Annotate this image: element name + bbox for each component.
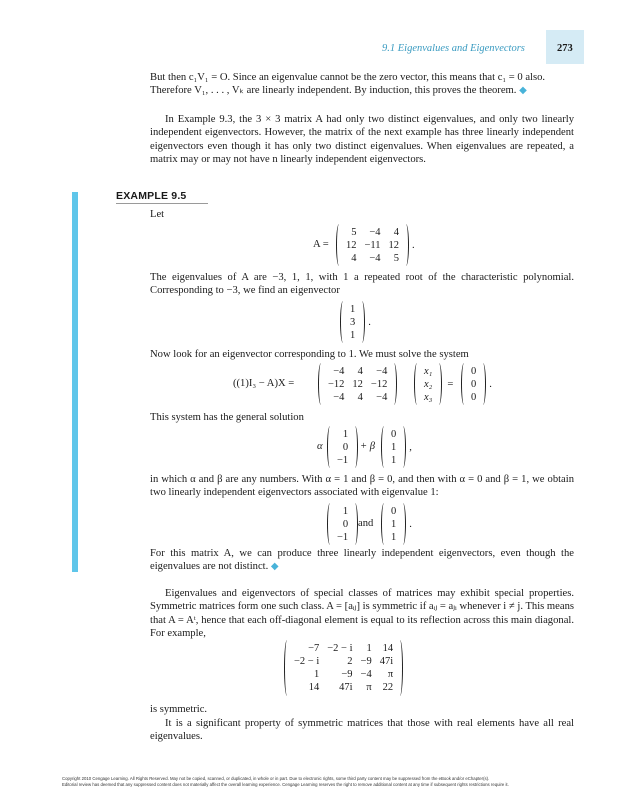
symmetric-matrix-table: −7 −2 − i 1 14 −2 − i 2 −9 47i 1 −9 −4 π 14 47i π 22: [294, 643, 394, 693]
proof-line-1: But then c₁V₁ = O. Since an eigenvalue cannot be the zero vector, this means that c₁ = 0 also.: [150, 72, 546, 83]
eigenvector-1b: 0 1 1 .: [381, 503, 412, 545]
unknown-vector: x₁ x₂ x₃ =: [414, 363, 458, 405]
alpha-beta-text: in which α and β are any numbers. With α = 1 and β = 0, and then with α = 0 and β = 1, we obtain two linearly independent eigenvectors associated with eigenvalue 1:: [150, 474, 574, 499]
proof-line-2: Therefore V₁, . . . , Vₖ are linearly independent. By induction, this proves the theorem. ◆: [150, 85, 527, 97]
copyright-line-1: Copyright 2010 Cengage Learning. All Rights Reserved. May not be copied, scanned, or duplicated, in whole or in part. Due to electronic rights, some third party content may be suppressed from the eBook and/or eChapter(s).: [62, 776, 490, 781]
end-example-diamond-icon: ◆: [270, 561, 279, 573]
example-sidebar-bar: [72, 192, 78, 572]
example-heading: EXAMPLE 9.5: [116, 190, 187, 202]
matrix-a: 5 −4 4 12 −11 12 4 −4 5 .: [336, 224, 415, 266]
system-label: ((1)I₃ − A)X =: [233, 378, 295, 389]
general-solution-intro: This system has the general solution: [150, 412, 304, 423]
general-vector-1: 1 0 −1: [327, 426, 358, 468]
zero-vector: 0 0 0 .: [461, 363, 492, 405]
end-proof-diamond-icon: ◆: [519, 85, 527, 97]
paragraph-repeated-eigenvalues: In Example 9.3, the 3 × 3 matrix A had only two distinct eigenvalues, and only two linearly independent eigenvectors. However, the matrix of the next example has three linearly independent eigenvectors even though it has only two distinct eigenvalues. When eigenvalues are repeated, a matrix may or may not have n linearly independent eigenvectors.: [150, 114, 574, 166]
eigenvector-1a: 1 0 −1: [327, 503, 358, 545]
is-symmetric-text: is symmetric.: [150, 704, 208, 715]
matrix-a-label: A =: [313, 239, 329, 250]
paragraph-real-eigenvalues: It is a significant property of symmetric matrices that those with real elements have all real eigenvalues.: [150, 718, 574, 743]
right-paren: [403, 224, 409, 266]
copyright-footer: [62, 776, 582, 788]
example-heading-rule: [116, 203, 208, 204]
system-intro: Now look for an eigenvector corresponding to 1. We must solve the system: [150, 349, 469, 360]
general-vector-2: 0 1 1 ,: [381, 426, 412, 468]
symmetric-matrix: [284, 640, 403, 696]
eigenvalues-text: The eigenvalues of A are −3, 1, 1, with 1 a repeated root of the characteristic polynomial. Corresponding to −3, we find an eigenvector: [150, 272, 574, 297]
and-word: and: [358, 518, 374, 529]
copyright-line-2: Editorial review has deemed that any suppressed content does not materially affect the overall learning experience. Cengage Learning reserves the right to remove additional content at any time if subsequent rights restrictions require it.: [62, 782, 509, 787]
plus-beta: + β: [360, 441, 376, 452]
example-closing: For this matrix A, we can produce three linearly independent eigenvectors, even though the eigenvalues are not distinct. ◆: [150, 548, 574, 573]
example-let: Let: [150, 209, 165, 220]
system-matrix: −4 4 −4 −12 12 −12 −4 4 −4: [318, 363, 397, 405]
paragraph-symmetric: Eigenvalues and eigenvectors of special classes of matrices may exhibit special properties. Symmetric matrices form one such class. A = [aᵢⱼ] is symmetric if aᵢⱼ = aⱼᵢ whenever i ≠ j. This means that A = Aᵗ, hence that each off-diagonal element is equal to its reflection across this main diagonal. For example,: [150, 588, 574, 640]
proof-ending: [150, 71, 574, 98]
matrix-a-table: 5 −4 4 12 −11 12 4 −4 5: [346, 226, 400, 264]
section-title: 9.1 Eigenvalues and Eigenvectors: [382, 43, 525, 54]
left-paren: [336, 224, 342, 266]
page-number: 273: [557, 43, 573, 54]
alpha-symbol: α: [317, 441, 323, 452]
eigenvector-neg3: 1 3 1 .: [340, 301, 371, 343]
